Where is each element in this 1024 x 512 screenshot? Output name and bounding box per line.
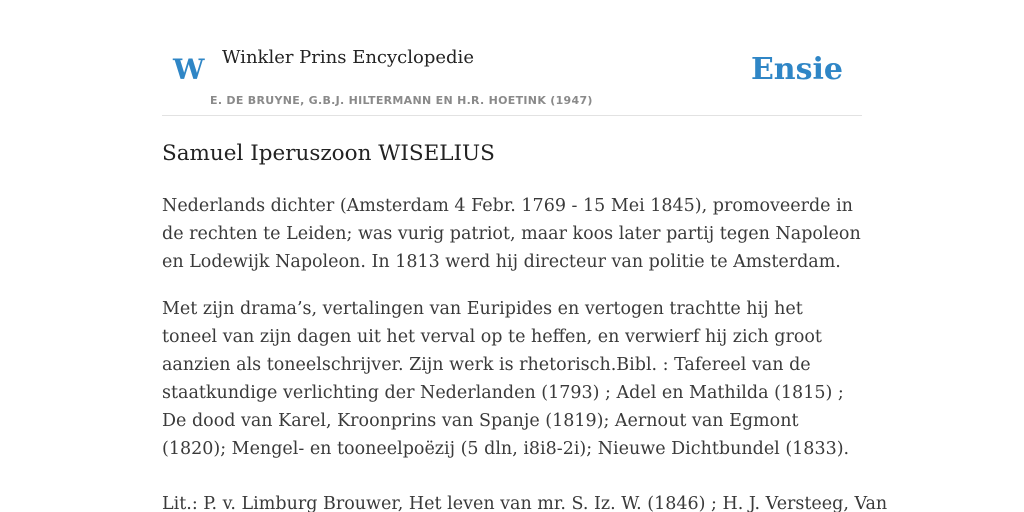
article-paragraph: Met zijn drama’s, vertalingen van Euripides en vertogen trachtte hij het toneel van zijn dagen uit het verval op te heffen, en verwierf hij zich groot aanzien als toneelschrijver. Zijn werk is rhetorisch.Bibl. : Tafereel van de staatkundige verlichting der Nederlanden (1793) ; Adel en Mathilda (1815) ; De dood van Karel, Kroonprins van Spanje (1819); Aernout van Egmont (1820); Mengel- en tooneelpoëzij (5 dln, i8i8-2i); Nieuwe Dichtbundel (1833).: [162, 299, 850, 459]
article-title: Samuel Iperuszoon WISELIUS: [162, 141, 495, 166]
article-paragraph: Nederlands dichter (Amsterdam 4 Febr. 1769 - 15 Mei 1845), promoveerde in de rechten te Leiden; was vurig patriot, maar koos later partij tegen Napoleon en Lodewijk Napoleon. In 1813 werd hij directeur van politie te Amsterdam.: [162, 196, 861, 272]
publication-authors: E. DE BRUYNE, G.B.J. HILTERMANN EN H.R. HOETINK (1947): [210, 94, 593, 107]
article: [162, 138, 888, 512]
brand-logo[interactable]: Ensie: [750, 52, 843, 87]
article-paragraph: Lit.: P. v. Limburg Brouwer, Het leven van mr. S. Iz. W. (1846) ; H. J. Versteeg, Van: [162, 494, 888, 512]
publication-title[interactable]: Winkler Prins Encyclopedie: [222, 47, 474, 68]
site-header: [162, 40, 862, 116]
publication-logo[interactable]: W: [173, 53, 205, 86]
